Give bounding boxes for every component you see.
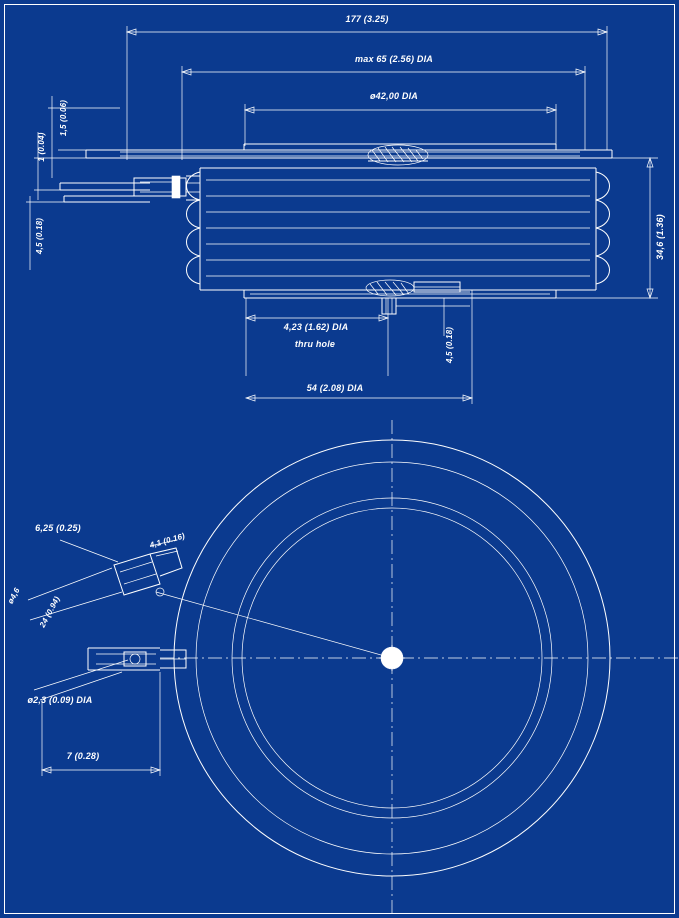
dim-ceramic-diameter: max 65 (2.56) DIA xyxy=(355,54,433,64)
dim-total-height: 34,6 (1.36) xyxy=(655,214,665,260)
dim-flange-thickness: 1 (0.04) xyxy=(37,132,46,162)
cathode-lead-assembly xyxy=(88,648,186,670)
dim-lead-diameter: ø2,3 (0.09) DIA xyxy=(27,695,93,705)
plan-view xyxy=(28,420,679,918)
dim-step-height: 1,5 (0.06) xyxy=(59,99,68,137)
side-view-dimensions xyxy=(26,26,658,404)
side-elevation-view xyxy=(60,144,612,314)
dim-contact-diameter: ø42,00 DIA xyxy=(369,91,419,101)
dim-pin-height: 4,5 (0.18) xyxy=(445,326,454,364)
dimension-labels xyxy=(6,14,665,761)
bottom-contact-plate xyxy=(244,280,556,314)
dim-gate-hole: 4,23 (1.62) DIA xyxy=(283,322,349,332)
dim-lead-extension: 7 (0.28) xyxy=(66,751,100,761)
ceramic-housing-body xyxy=(187,168,610,290)
dim-tab-length: 6,25 (0.25) xyxy=(35,523,81,533)
dim-lead-length: 4,5 (0.18) xyxy=(35,217,44,255)
dim-tab-width: 4,1 (0.16) xyxy=(148,531,186,550)
dim-overall-width: 177 (3.25) xyxy=(345,14,389,24)
dim-tab-small: ø4,6 xyxy=(5,586,22,606)
gate-cathode-leads-side xyxy=(60,176,200,202)
gate-tab-assembly xyxy=(114,548,182,596)
top-contact-plate xyxy=(86,144,612,158)
note-thru-hole: thru hole xyxy=(294,339,336,349)
dim-tab-offset: 24 (0.94) xyxy=(37,594,62,629)
dim-base-diameter: 54 (2.08) DIA xyxy=(306,383,364,393)
top-center-contact-detail xyxy=(368,145,428,165)
